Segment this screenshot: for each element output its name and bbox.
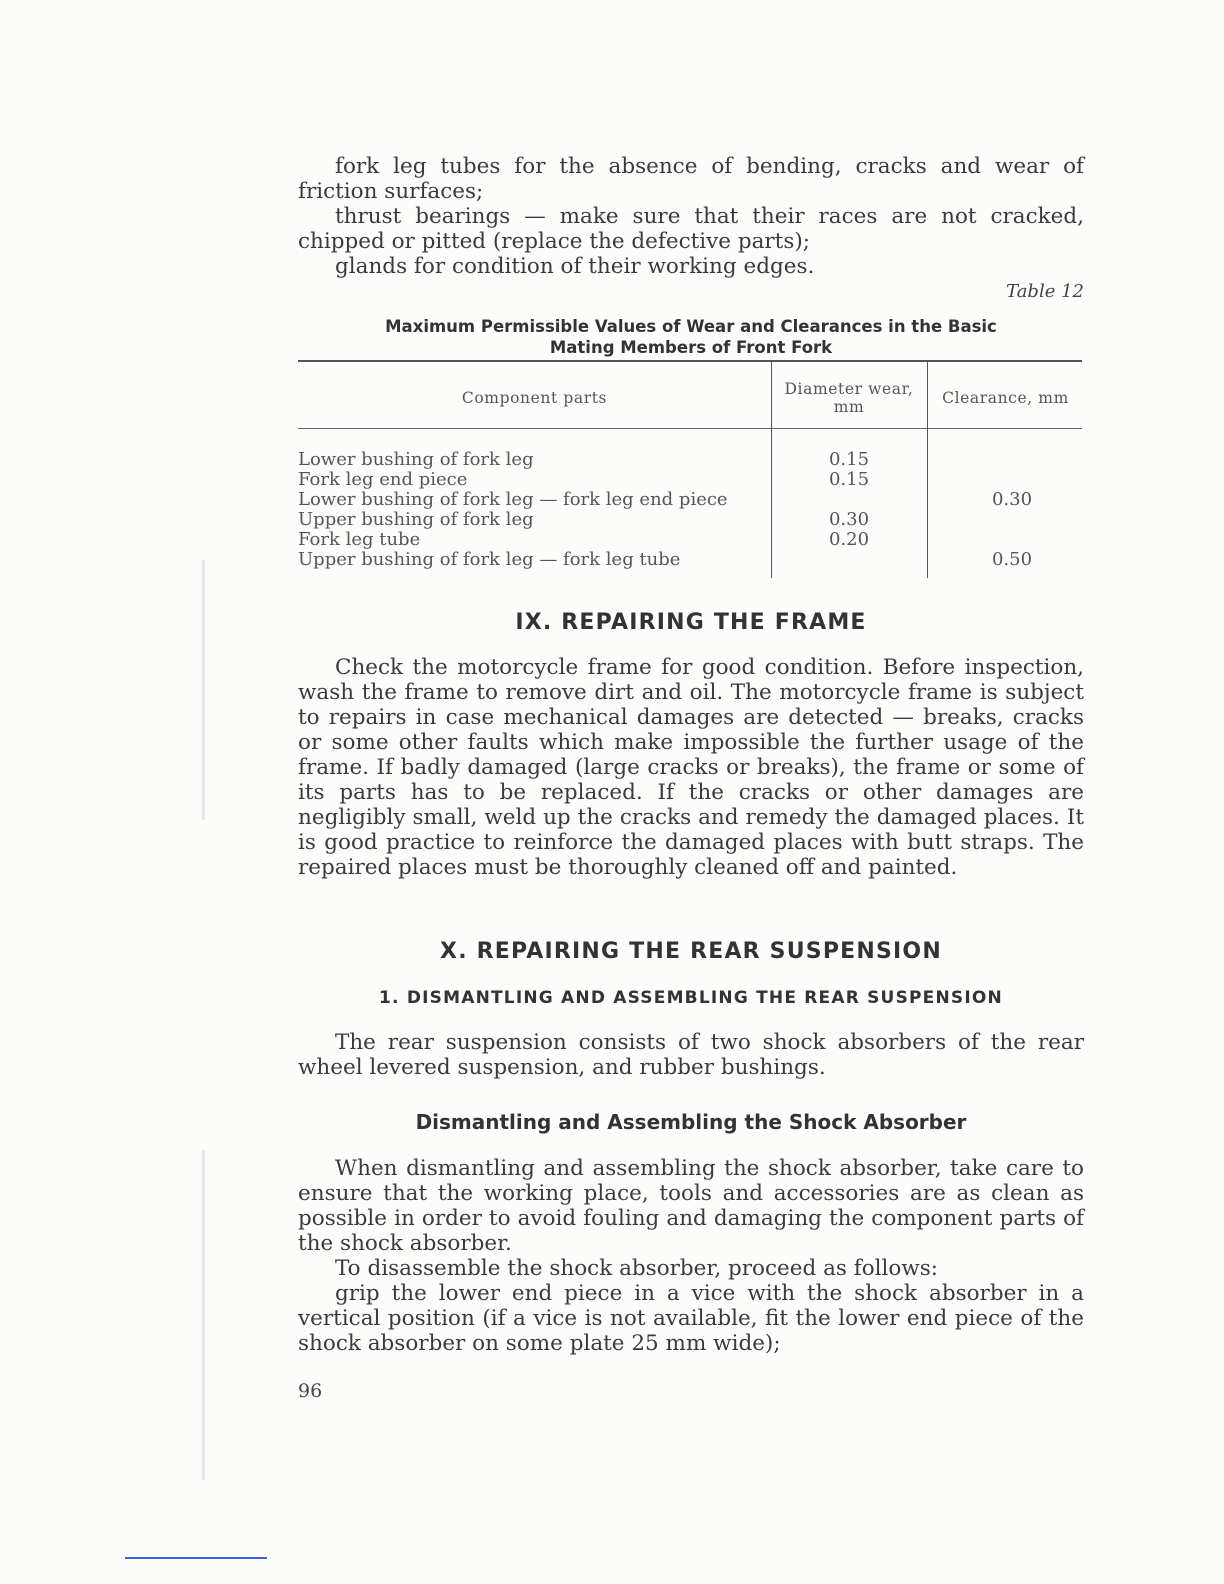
page-number: 96 <box>298 1380 323 1402</box>
row-component: Fork leg tube <box>298 529 421 550</box>
header-clearance: Clearance, mm <box>942 389 1069 407</box>
intro-paragraph: glands for condition of their working edges. <box>335 254 815 279</box>
scan-margin-line <box>202 1150 205 1480</box>
row-component: Lower bushing of fork leg <box>298 449 534 470</box>
shock-absorber-heading: Dismantling and Assembling the Shock Absorber <box>415 1110 967 1134</box>
row-component: Lower bushing of fork leg — fork leg end piece <box>298 489 728 510</box>
shock-absorber-paragraph: When dismantling and assembling the shock absorber, take care to ensure that the working place, tools and accessories are as clean as possible in order to avoid fouling and damaging the component parts of the shock absorber. <box>298 1156 1084 1256</box>
table-title-line: Mating Members of Front Fork <box>549 338 833 357</box>
section-ix-paragraph: Check the motorcycle frame for good condition. Before inspection, wash the frame to remove dirt and oil. The motorcycle frame is subject to repairs in case mechanical damages are detected — breaks, cracks or some other faults which make impossible the further usage of the frame. If badly damaged (large cracks or breaks), the frame or some of its parts has to be replaced. If the cracks or other damages are negligibly small, weld up the cracks and remedy the damaged places. It is good practice to reinforce the damaged places with butt straps. The repaired places must be thoroughly cleaned off and painted. <box>298 655 1084 880</box>
shock-absorber-paragraph: To disassemble the shock absorber, proceed as follows: <box>335 1256 939 1281</box>
header-component-parts: Component parts <box>461 389 608 407</box>
row-wear-value: 0.15 <box>828 449 870 470</box>
header-diameter-wear-line: Diameter wear, <box>784 380 914 398</box>
section-ix-heading: IX. REPAIRING THE FRAME <box>515 610 867 635</box>
row-clearance-value: 0.30 <box>991 489 1033 510</box>
row-component: Upper bushing of fork leg — fork leg tube <box>298 549 681 570</box>
table-top-rule <box>298 360 1082 362</box>
shock-absorber-text <box>298 1156 1084 1356</box>
shock-absorber-paragraph: grip the lower end piece in a vice with the shock absorber in a vertical position (if a vice is not available, fit the lower end piece of the shock absorber on some plate 25 mm wide); <box>298 1281 1084 1356</box>
row-wear-value: 0.30 <box>828 509 870 530</box>
table-title-line: Maximum Permissible Values of Wear and Clearances in the Basic <box>385 317 997 336</box>
row-wear-value: 0.20 <box>828 529 870 550</box>
intro-paragraph: thrust bearings — make sure that their races are not cracked, chipped or pitted (replace the defective parts); <box>298 204 1084 254</box>
header-diameter-wear <box>771 380 927 416</box>
row-component: Upper bushing of fork leg <box>298 509 534 530</box>
section-x-intro-text <box>298 1030 1084 1080</box>
table-title <box>298 316 1084 358</box>
row-wear-value: 0.15 <box>828 469 870 490</box>
section-x-subheading: 1. DISMANTLING AND ASSEMBLING THE REAR SUSPENSION <box>379 988 1003 1008</box>
row-component: Fork leg end piece <box>298 469 468 490</box>
scan-margin-line <box>202 560 205 820</box>
section-x-intro-paragraph: The rear suspension consists of two shock absorbers of the rear wheel levered suspension, and rubber bushings. <box>298 1030 1084 1080</box>
intro-text <box>298 154 1084 279</box>
section-ix-text <box>298 655 1084 880</box>
bottom-edge-line <box>125 1557 267 1559</box>
header-diameter-wear-line: mm <box>833 398 865 416</box>
section-x-heading: X. REPAIRING THE REAR SUSPENSION <box>440 939 942 964</box>
table-header-rule <box>298 428 1082 429</box>
row-clearance-value: 0.50 <box>991 549 1033 570</box>
intro-paragraph: fork leg tubes for the absence of bending, cracks and wear of friction surfaces; <box>298 154 1084 204</box>
table-label: Table 12 <box>1006 281 1084 302</box>
